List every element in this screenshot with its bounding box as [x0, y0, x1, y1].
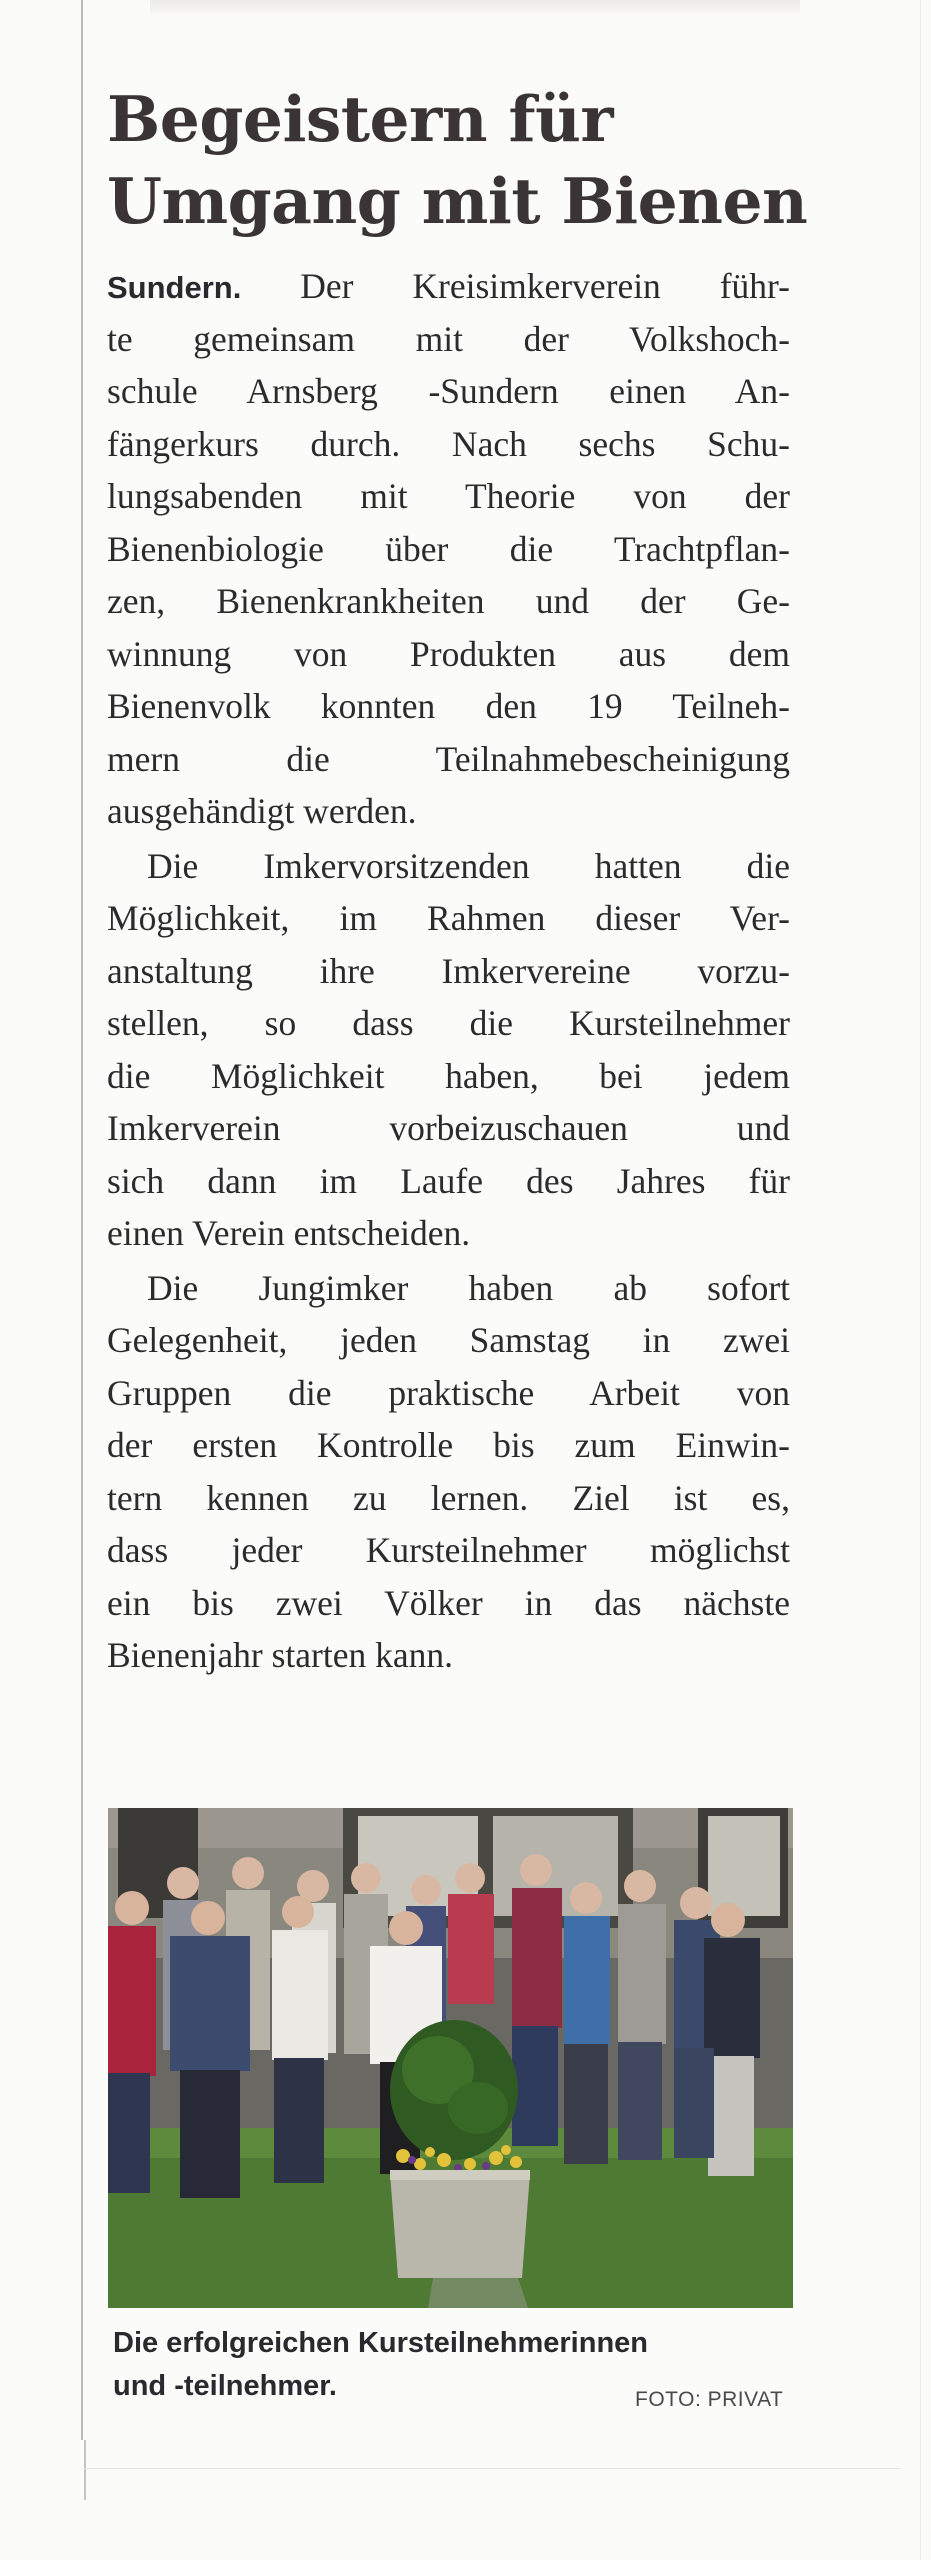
body-line: Sundern. Der Kreisimkerverein führ-	[107, 266, 790, 306]
body-line: lungsabenden mit Theorie von der	[107, 476, 790, 516]
body-line: Gelegenheit, jeden Samstag in zwei	[107, 1320, 790, 1360]
body-line: anstaltung ihre Imkervereine vorzu-	[107, 950, 790, 991]
body-line: Gruppen die praktische Arbeit von	[107, 1372, 790, 1413]
column-rule	[81, 0, 83, 2440]
photo-credit: FOTO: PRIVAT	[635, 2388, 784, 2411]
bottom-rule	[84, 2468, 901, 2469]
page-edge	[920, 0, 921, 2560]
body-line: sich dann im Laufe des Jahres für	[107, 1160, 790, 1201]
headline	[107, 78, 808, 242]
body-line: stellen, so dass die Kursteilnehmer	[107, 1003, 790, 1043]
body-line: Imkerverein vorbeizuschauen und	[107, 1108, 790, 1148]
newspaper-article	[107, 78, 808, 1682]
previous-article-edge	[150, 0, 800, 18]
body-line: Bienenbiologie über die Trachtpflan-	[107, 528, 790, 569]
article-body	[107, 260, 790, 1682]
body-line: te gemeinsam mit der Volkshoch-	[107, 318, 790, 359]
body-line: ausgehändigt werden.	[107, 791, 417, 831]
body-line: winnung von Produkten aus dem	[107, 633, 790, 674]
body-line: fängerkurs durch. Nach sechs Schu-	[107, 423, 790, 464]
group-photo-illustration	[108, 1808, 793, 2308]
body-line: dass jeder Kursteilnehmer möglichst	[107, 1530, 790, 1570]
body-line: Möglichkeit, im Rahmen dieser Ver-	[107, 898, 790, 938]
body-line: Die Jungimker haben ab sofort	[147, 1267, 790, 1308]
body-line: Die Imkervorsitzenden hatten die	[147, 845, 790, 886]
body-line: zen, Bienenkrankheiten und der Ge-	[107, 581, 790, 621]
body-line: der ersten Kontrolle bis zum Einwin-	[107, 1425, 790, 1465]
body-line: schule Arnsberg -Sundern einen An-	[107, 371, 790, 411]
dateline: Sundern.	[107, 270, 242, 305]
caption-line: und -teilnehmer.	[113, 2370, 337, 2402]
headline-line: Begeistern für	[107, 82, 614, 156]
caption-line: Die erfolgreichen Kursteilnehmerinnen	[113, 2327, 649, 2359]
group-photo	[108, 1808, 793, 2308]
body-line: einen Verein entscheiden.	[107, 1213, 471, 1253]
body-line: Bienenvolk konnten den 19 Teilneh-	[107, 686, 790, 726]
body-line: mern die Teilnahmebescheinigung	[107, 738, 790, 779]
body-line: die Möglichkeit haben, bei jedem	[107, 1055, 790, 1096]
body-line: tern kennen zu lernen. Ziel ist es,	[107, 1477, 790, 1518]
body-line: ein bis zwei Völker in das nächste	[107, 1582, 790, 1623]
body-line: Bienenjahr starten kann.	[107, 1635, 454, 1675]
headline-line: Umgang mit Bienen	[107, 164, 808, 238]
column-rule-lower	[84, 2440, 86, 2500]
